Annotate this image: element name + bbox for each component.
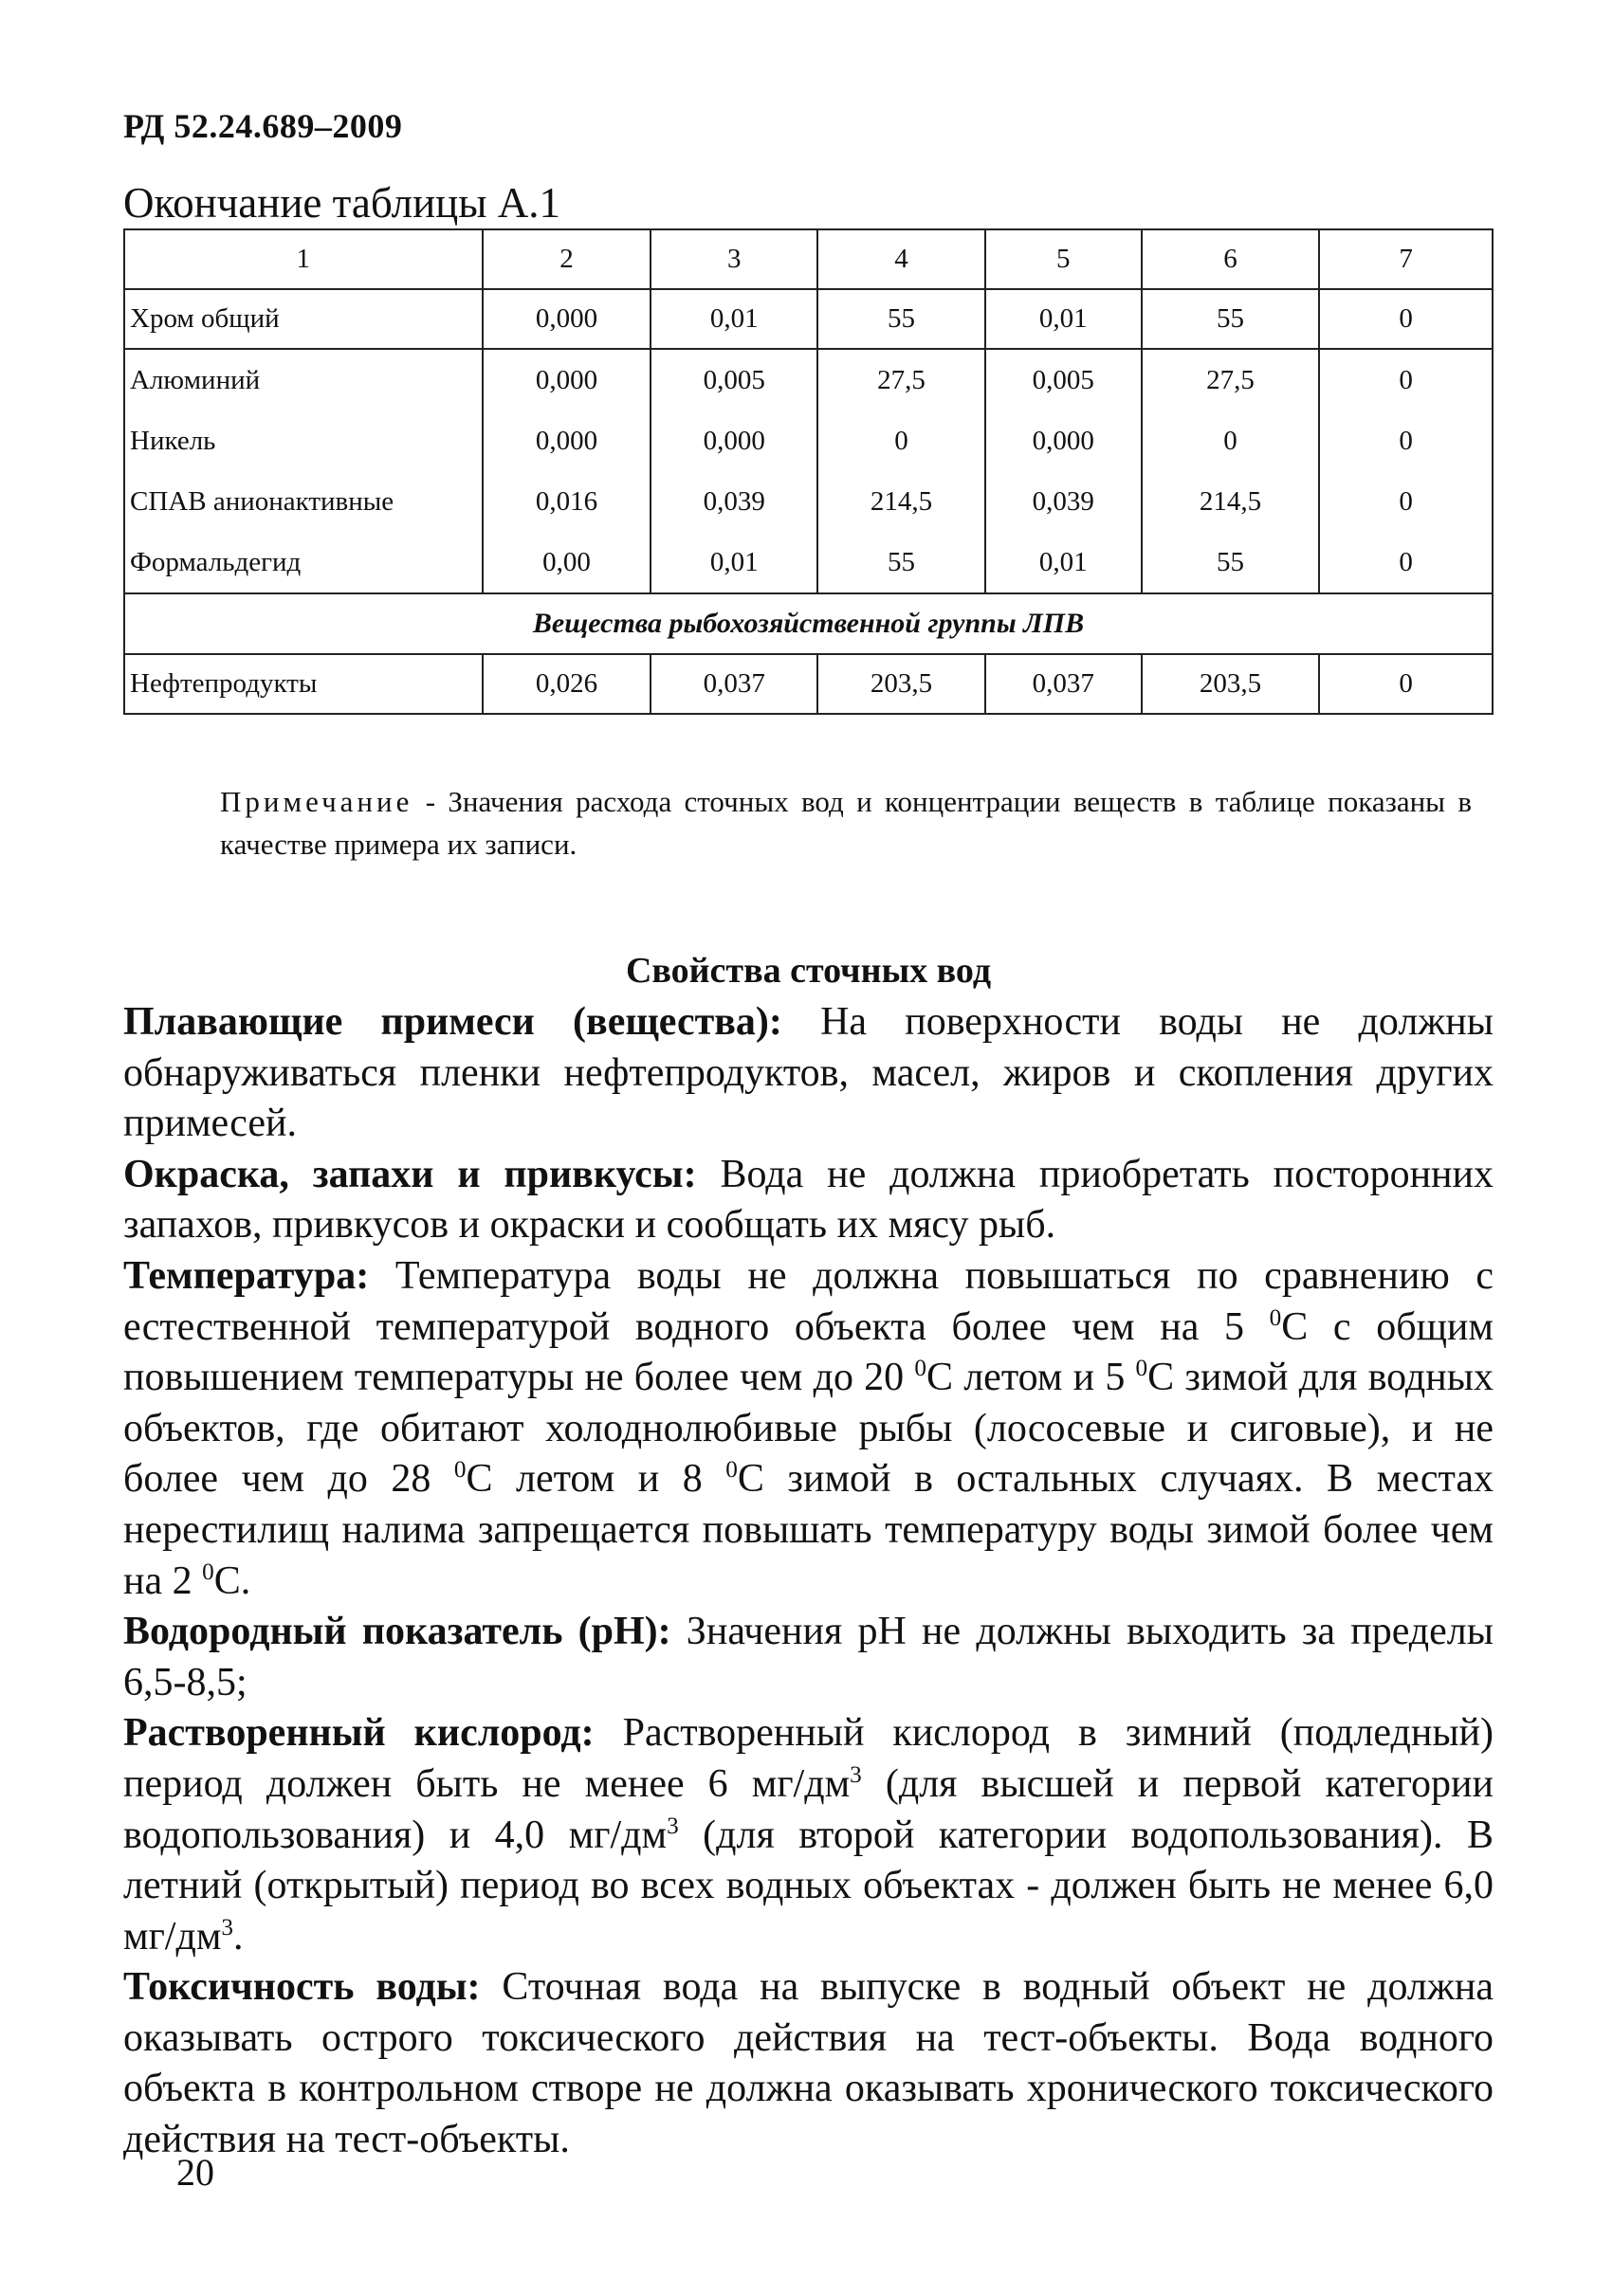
term-label: Токсичность воды: [123, 1965, 481, 2010]
paragraph-text: Значения рН не должны выходить за пределы 6,5-8,5; [123, 1610, 1494, 1704]
group-label: Вещества рыбохозяйственной группы ЛПВ [124, 593, 1493, 654]
table-cell: 27,5 [817, 349, 985, 410]
degree-mark: 0 [453, 1457, 467, 1484]
table-cell: 55 [1142, 289, 1320, 349]
table-header-row [124, 229, 1493, 289]
table-cell: 0,00 [483, 532, 651, 593]
term-label: Окраска, запахи и привкусы: [123, 1152, 697, 1196]
section-title: Свойства сточных вод [625, 951, 992, 991]
table-cell: 0,000 [985, 410, 1142, 471]
paragraph-text: С зимой для водных объектов, где обитают холоднолюбивые рыбы (лососевые и сиговые), и не более чем до 28 [123, 1356, 1494, 1502]
note-text: - Значения расхода сточных вод и концентрации веществ в таблице показаны в качестве примера их записи. [220, 785, 1472, 861]
table-cell: 0,037 [651, 654, 817, 714]
table-cell: 0,01 [985, 289, 1142, 349]
paragraph-text: С зимой в остальных случаях. В местах нерестилищ налима запрещается повышать температуру воды зимой более чем на 2 [123, 1457, 1494, 1603]
paragraph-floating [123, 997, 1494, 1150]
paragraph-text: Температура воды не должна повышаться по сравнению с естественной температурой водного объекта более чем на 5 [123, 1253, 1494, 1349]
table-cell: Нефтепродукты [124, 654, 483, 714]
table-cell: 55 [817, 532, 985, 593]
degree-mark: 0 [914, 1356, 926, 1382]
table-cell: Формальдегид [124, 532, 483, 593]
table-cell: 214,5 [817, 471, 985, 532]
table-row [124, 471, 1493, 532]
page-number: 20 [176, 2151, 214, 2194]
column-header: 7 [1319, 229, 1493, 289]
data-table [123, 228, 1494, 715]
paragraph-ph [123, 1607, 1494, 1708]
table-cell: 0 [1319, 532, 1493, 593]
cube-mark: 3 [667, 1813, 679, 1839]
column-header: 4 [817, 229, 985, 289]
table-cell: 203,5 [817, 654, 985, 714]
paragraph-text: . [233, 1914, 244, 1959]
column-header: 2 [483, 229, 651, 289]
document-id: РД 52.24.689–2009 [123, 107, 403, 145]
table-row [124, 410, 1493, 471]
column-header: 3 [651, 229, 817, 289]
table-cell: 0,01 [651, 532, 817, 593]
paragraph-color [123, 1150, 1494, 1251]
paragraph-text: С с общим повышением температуры не более чем до 20 [123, 1304, 1494, 1400]
table-cell: 0,005 [651, 349, 817, 410]
cube-mark: 3 [850, 1761, 862, 1788]
note-label: Примечание [220, 785, 413, 818]
degree-mark: 0 [725, 1457, 738, 1484]
column-header: 5 [985, 229, 1142, 289]
paragraph-text: С летом и 5 [926, 1356, 1136, 1400]
table-cell: 0,016 [483, 471, 651, 532]
section-body [123, 997, 1494, 2166]
table-cell: 0 [1142, 410, 1320, 471]
table-cell: 0,000 [651, 410, 817, 471]
table-cell: 0 [1319, 410, 1493, 471]
table-caption: Окончание таблицы А.1 [123, 179, 560, 227]
paragraph-text: На поверхности воды не должны обнаруживаться пленки нефтепродуктов, масел, жиров и скопления других примесей. [123, 1000, 1494, 1146]
table-cell: 214,5 [1142, 471, 1320, 532]
column-header: 1 [124, 229, 483, 289]
table-cell: 0,039 [985, 471, 1142, 532]
paragraph-oxygen [123, 1708, 1494, 1962]
term-label: Плавающие примеси (вещества): [123, 1000, 782, 1044]
degree-mark: 0 [1269, 1304, 1282, 1331]
paragraph-temperature [123, 1251, 1494, 1607]
table-cell: 203,5 [1142, 654, 1320, 714]
table-cell: 0,000 [483, 289, 651, 349]
degree-mark: 0 [1135, 1356, 1148, 1382]
table-cell: 0,037 [985, 654, 1142, 714]
degree-mark: 0 [202, 1558, 214, 1585]
paragraph-text: (для высшей и первой категории водопользования) и 4,0 мг/дм [123, 1761, 1494, 1857]
paragraph-toxicity [123, 1962, 1494, 2165]
paragraph-text: С. [213, 1558, 251, 1603]
table-cell: 0,01 [651, 289, 817, 349]
term-label: Температура: [123, 1253, 370, 1298]
table-cell: 55 [817, 289, 985, 349]
table-cell: 0 [1319, 289, 1493, 349]
table-cell: Никель [124, 410, 483, 471]
paragraph-text: С летом и 8 [466, 1457, 726, 1502]
table-cell: 0 [1319, 349, 1493, 410]
paragraph-text: Вода не должна приобретать посторонних запахов, привкусов и окраски и сообщать их мясу рыб. [123, 1152, 1494, 1248]
paragraph-text: Растворенный кислород в зимний (подледный) период должен быть не менее 6 мг/дм [123, 1711, 1494, 1806]
table-cell: 0,000 [483, 349, 651, 410]
table-cell: 0 [817, 410, 985, 471]
paragraph-text: Сточная вода на выпуске в водный объект не должна оказывать острого токсического действия на тест-объекты. Вода водного объекта в контрольном створе не должна оказывать хронического токсического действия на тест-объекты. [123, 1965, 1494, 2162]
table-cell: 27,5 [1142, 349, 1320, 410]
term-label: Растворенный кислород: [123, 1711, 595, 1756]
table-row [124, 654, 1493, 714]
term-label: Водородный показатель (рН): [123, 1610, 671, 1654]
table-cell: 0,000 [483, 410, 651, 471]
table-row [124, 289, 1493, 349]
table-cell: 0,039 [651, 471, 817, 532]
table-cell: Хром общий [124, 289, 483, 349]
cube-mark: 3 [221, 1914, 234, 1941]
table-note [220, 780, 1472, 866]
table-group-row [124, 593, 1493, 654]
paragraph-text: (для второй категории водопользования). В летний (открытый) период во всех водных объектах - должен быть не менее 6,0 мг/дм [123, 1813, 1494, 1959]
table-cell: 0 [1319, 654, 1493, 714]
table-cell: СПАВ анионактивные [124, 471, 483, 532]
table-cell: 0,026 [483, 654, 651, 714]
table-cell: 0,005 [985, 349, 1142, 410]
column-header: 6 [1142, 229, 1320, 289]
table-cell: Алюминий [124, 349, 483, 410]
table-row [124, 532, 1493, 593]
table-row [124, 349, 1493, 410]
table-cell: 0 [1319, 471, 1493, 532]
table-cell: 0,01 [985, 532, 1142, 593]
table-cell: 55 [1142, 532, 1320, 593]
